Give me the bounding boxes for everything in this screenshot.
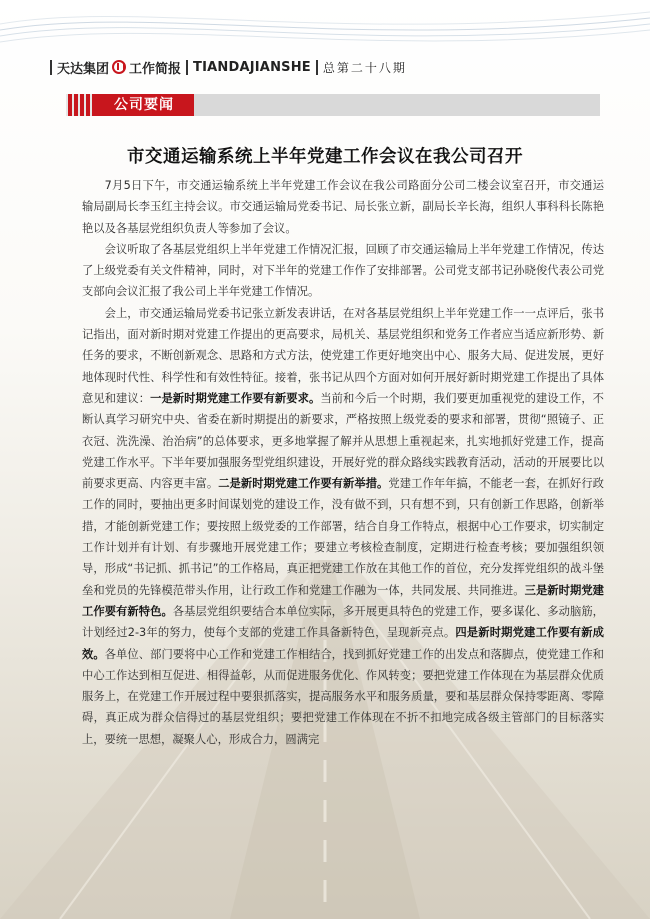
key-point-heading: 三是新时期党建工作要有新特色。 bbox=[82, 583, 604, 618]
newsletter-name: 工作简报 bbox=[129, 61, 182, 77]
paragraph-text: 各单位、部门要将中心工作和党建工作相结合，找到抓好党建工作的出发点和落脚点，使党建工作和中心工作达到相互促进、相得益彰，从而促进服务优化、作风转变；要把党建工作体现在为基层群众优质服务上，在党建工作开展过程中要狠抓落实，提高服务水平和服务质量，要和基层群众保持零距离、零障碍，真正成为群众信得过的基层党组织；要把党建工作体现在不折不扣地完成各级主管部门的目标落实上，要统一思想，凝聚人心，形成合力，圆满完 bbox=[82, 647, 604, 746]
paragraph-text: 当前和今后一个时期，我们要更加重视党的建设工作，不断认真学习研究中央、省委在新时期提出的新要求，严格按照上级党委的要求和部署，贯彻“照镜子、正衣冠、洗洗澡、治治病”的总体要求，更多地掌握了解并从思想上重视起来，扎实地抓好党建工作，提高党建工作水平。下半年要加强服务型党组织建设，开展好党的群众路线实践教育活动，活动的开展要比以前要求更高、内容更丰富。 bbox=[82, 391, 604, 491]
article-paragraph: 7月5日下午，市交通运输系统上半年党建工作会议在我公司路面分公司二楼会议室召开，市交通运输局副局长李玉红主持会议。市交通运输局党委书记、局长张立新，副局长辛长海，组织人事科科长陈艳艳以及各基层党组织负责人等参加了会议。 bbox=[82, 179, 604, 235]
header-divider bbox=[316, 60, 318, 75]
newsletter-header bbox=[45, 57, 407, 77]
paragraph-text: 各基层党组织要结合本单位实际，多开展更具特色的党建工作，要多谋化、多动脑筋，计划经过2-3年的努力，使每个支部的党建工作具备新特色，呈现新亮点。 bbox=[82, 604, 604, 640]
article-body bbox=[82, 175, 604, 750]
section-banner bbox=[66, 94, 600, 116]
section-title: 公司要闻 bbox=[114, 97, 174, 113]
issue-number: 总第二十八期 bbox=[322, 60, 407, 75]
company-name: 天达集团 bbox=[57, 61, 110, 77]
section-banner-stripes bbox=[66, 94, 106, 116]
paragraph-text: 党建工作年年搞，不能老一套，在抓好行政工作的同时，要抽出更多时间谋划党的建设工作，没有做不到，只有想不到，只有创新工作思路，创新举措，才能创新党建工作；要按照上级党委的工作部署，结合自身工作特点，根据中心工作要求，切实制定工作计划并有计划、有步骤地开展党建工作；要建立考核检查制度，定期进行检查考核；要加强组织领导，形成“书记抓、抓书记”的工作格局，真正把党建工作放在其他工作的首位，充分发挥党组织的战斗堡垒和党员的先锋模范带头作用，让行政工作和党建工作融为一体，共同发展、共同推进。 bbox=[82, 477, 604, 597]
company-english-name: TIANDAJIANSHE bbox=[193, 59, 311, 75]
header-divider bbox=[186, 60, 188, 75]
key-point-heading: 一是新时期党建工作要有新要求。 bbox=[150, 391, 321, 405]
article-paragraph bbox=[82, 303, 604, 750]
header-divider bbox=[50, 60, 52, 75]
article-paragraph: 会议听取了各基层党组织上半年党建工作情况汇报，回顾了市交通运输局上半年党建工作情况，传达了上级党委有关文件精神，同时，对下半年的党建工作作了安排部署。公司党支部书记孙晓俊代表公司党支部向会议汇报了我公司上半年党建工作情况。 bbox=[82, 242, 604, 299]
article-title: 市交通运输系统上半年党建工作会议在我公司召开 bbox=[127, 147, 523, 167]
header-swoosh-decoration bbox=[0, 0, 650, 60]
company-logo-icon bbox=[112, 60, 126, 74]
key-point-heading: 四是新时期党建工作要有新成效。 bbox=[82, 626, 604, 661]
paragraph-text: 会上，市交通运输局党委书记张立新发表讲话，在对各基层党组织上半年党建工作一一点评后，张书记指出，面对新时期对党建工作提出的更高要求，局机关、基层党组织和党务工作者应当适应新形势、新任务的要求，不断创新观念、思路和方式方法，使党建工作更好地突出中心、服务大局、促进发展，更好地体现时代性、科学性和有效性特征。接着，张书记从四个方面对如何开展好新时期党建工作提出了具体意见和建议： bbox=[82, 306, 604, 405]
key-point-heading: 二是新时期党建工作要有新举措。 bbox=[218, 477, 389, 491]
